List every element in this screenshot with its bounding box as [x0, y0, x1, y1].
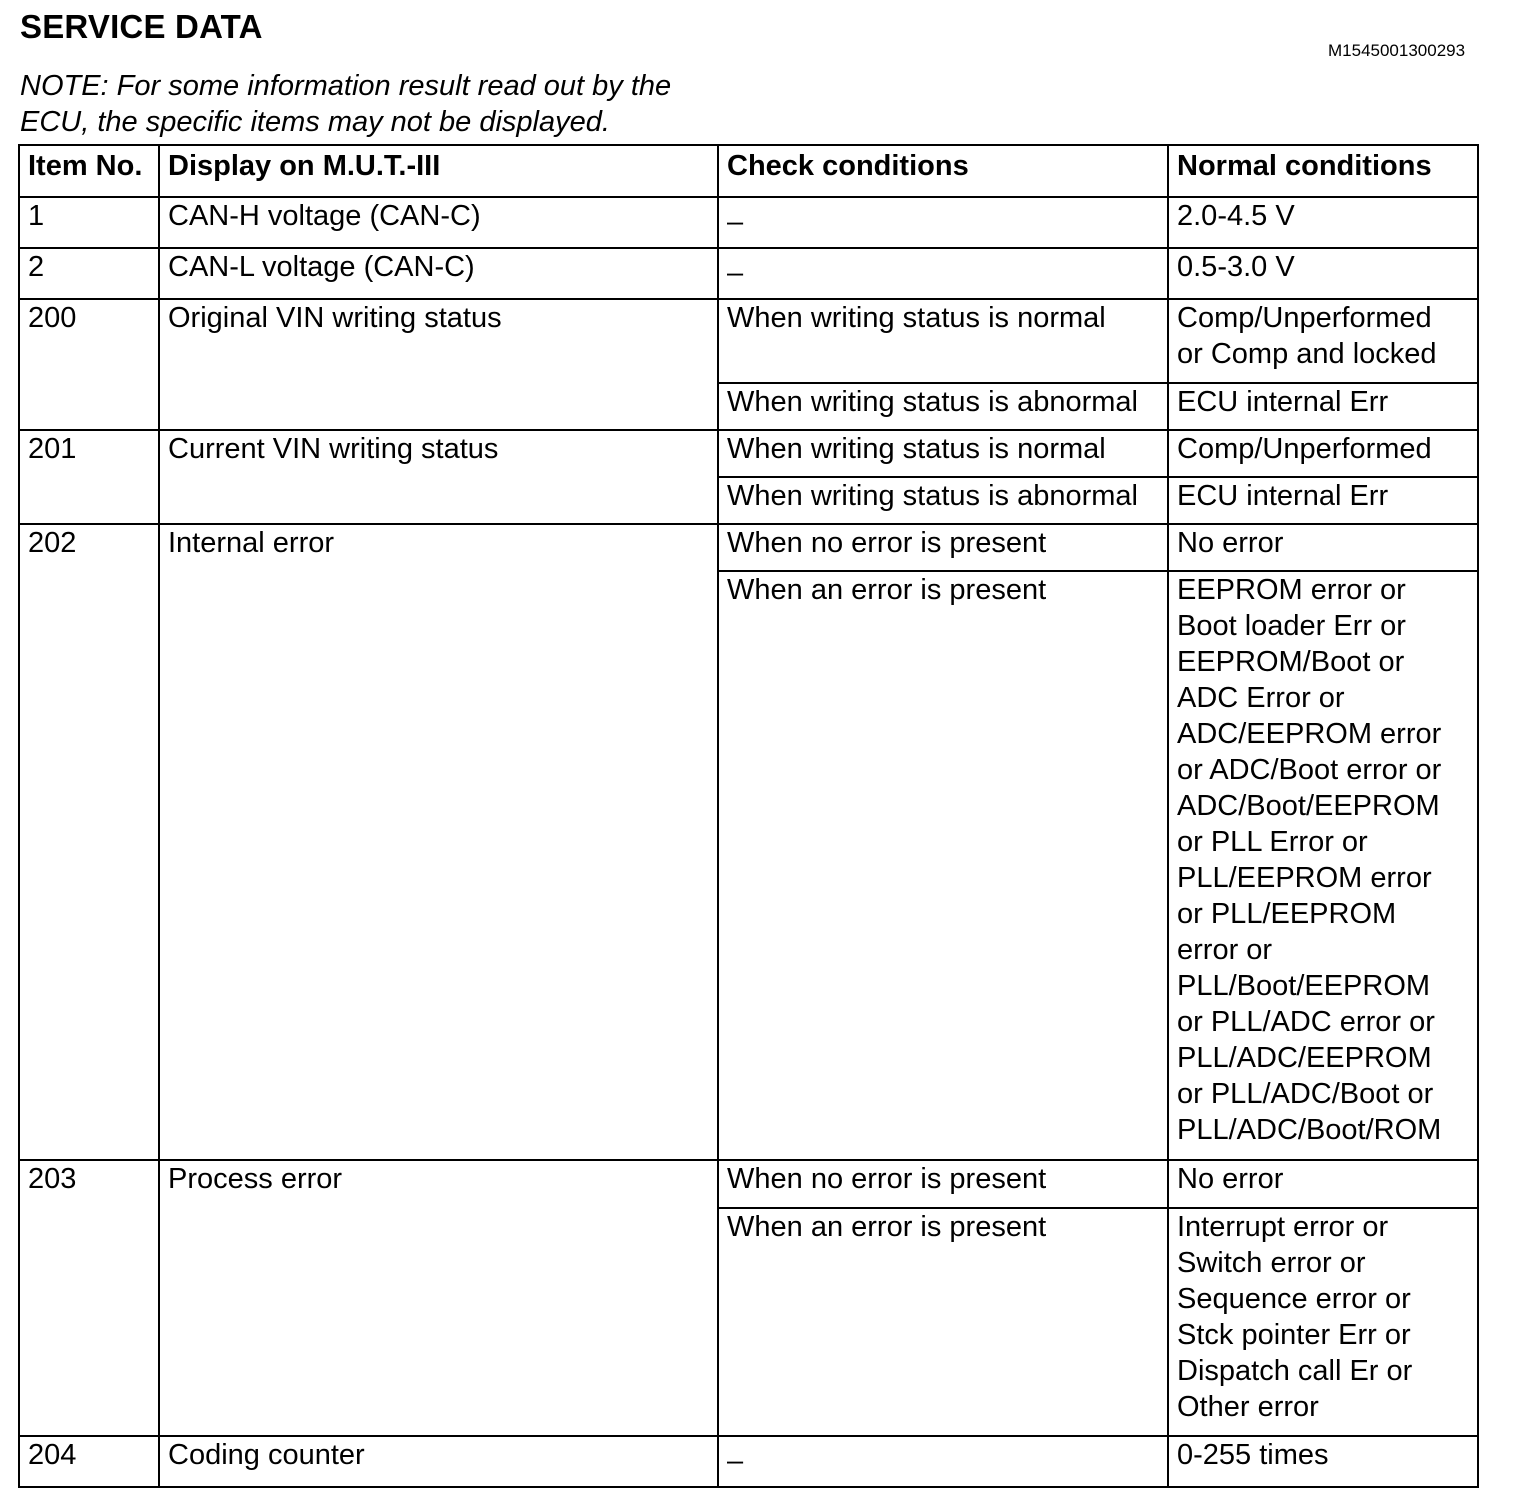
display-cell: Internal error [159, 524, 718, 1160]
check-cell: When an error is present [718, 1208, 1168, 1436]
note-text: NOTE: For some information result read out by the ECU, the specific items may not be displayed. [20, 70, 672, 138]
check-cell: When writing status is abnormal [718, 477, 1168, 524]
display-cell: Coding counter [159, 1436, 718, 1487]
check-cell: When writing status is normal [718, 430, 1168, 477]
header-display: Display on M.U.T.-III [159, 145, 718, 197]
check-cell: When writing status is normal [718, 299, 1168, 383]
item-no-cell: 204 [19, 1436, 159, 1487]
check-cell: When writing status is abnormal [718, 383, 1168, 430]
normal-cell: EEPROM error or Boot loader Err or EEPROM/Boot or ADC Error or ADC/EEPROM error or ADC/Boot error or ADC/Boot/EEPROM or PLL Error or PLL/EEPROM error or PLL/EEPROM error or PLL/Boot/EEPROM or PLL/ADC error or PLL/ADC/EEPROM or PLL/ADC/Boot or PLL/ADC/Boot/ROM [1168, 571, 1478, 1160]
normal-cell: No error [1168, 524, 1478, 571]
dash-text: – [727, 206, 744, 238]
display-cell: CAN-H voltage (CAN-C) [159, 197, 718, 248]
table-row [19, 1160, 1478, 1208]
normal-cell: Comp/Unperformed [1168, 430, 1478, 477]
check-cell [718, 248, 1168, 299]
display-cell: Current VIN writing status [159, 430, 718, 524]
table-row [19, 248, 1478, 299]
display-cell: Original VIN writing status [159, 299, 718, 430]
check-cell [718, 197, 1168, 248]
item-no-cell: 202 [19, 524, 159, 1160]
normal-cell: 0-255 times [1168, 1436, 1478, 1487]
item-no-cell: 201 [19, 430, 159, 524]
table-row [19, 1436, 1478, 1487]
dash-text: – [727, 1445, 744, 1477]
normal-cell: No error [1168, 1160, 1478, 1208]
header-check-conditions: Check conditions [718, 145, 1168, 197]
normal-cell: 0.5-3.0 V [1168, 248, 1478, 299]
normal-cell: ECU internal Err [1168, 383, 1478, 430]
normal-cell: 2.0-4.5 V [1168, 197, 1478, 248]
normal-cell: ECU internal Err [1168, 477, 1478, 524]
item-no-cell: 2 [19, 248, 159, 299]
display-cell: Process error [159, 1160, 718, 1436]
item-no-cell: 203 [19, 1160, 159, 1436]
check-cell [718, 1436, 1168, 1487]
item-no-cell: 200 [19, 299, 159, 430]
normal-cell: Comp/Unperformed or Comp and locked [1168, 299, 1478, 383]
header-item-no: Item No. [19, 145, 159, 197]
service-data-table [18, 144, 1479, 1488]
table-row [19, 299, 1478, 383]
page-title: SERVICE DATA [20, 8, 263, 45]
table-header-row [19, 145, 1478, 197]
dash-text: – [727, 257, 744, 289]
table-row [19, 197, 1478, 248]
table-row [19, 430, 1478, 477]
check-cell: When an error is present [718, 571, 1168, 1160]
check-cell: When no error is present [718, 1160, 1168, 1208]
item-no-cell: 1 [19, 197, 159, 248]
table-row [19, 524, 1478, 571]
header-normal-conditions: Normal conditions [1168, 145, 1478, 197]
display-cell: CAN-L voltage (CAN-C) [159, 248, 718, 299]
normal-cell: Interrupt error or Switch error or Sequence error or Stck pointer Err or Dispatch call Er or Other error [1168, 1208, 1478, 1436]
document-id: M1545001300293 [1328, 41, 1466, 60]
check-cell: When no error is present [718, 524, 1168, 571]
